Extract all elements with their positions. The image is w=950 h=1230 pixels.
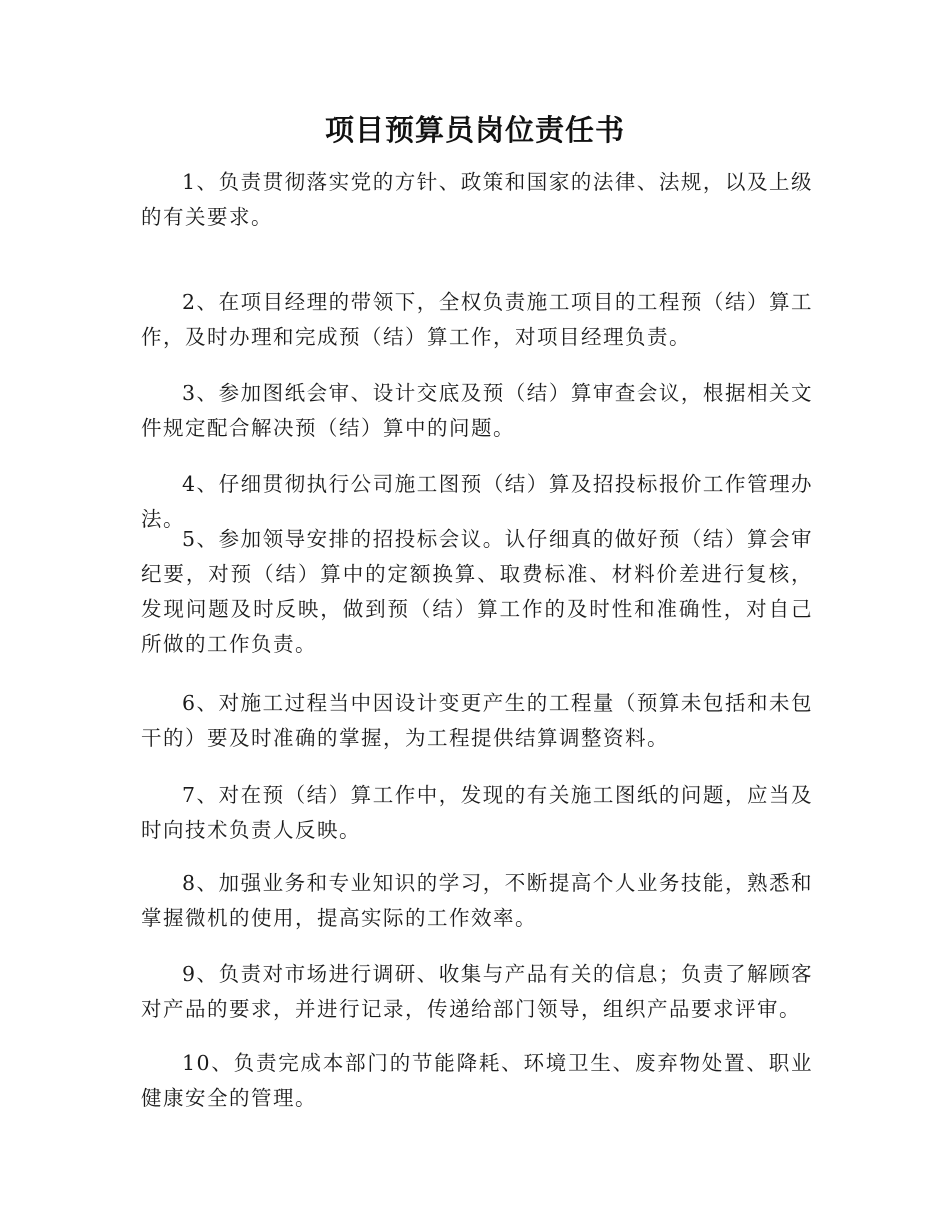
paragraph-7: 7、对在预（结）算工作中，发现的有关施工图纸的问题，应当及时向技术负责人反映。: [141, 783, 813, 842]
paragraph-10: 10、负责完成本部门的节能降耗、环境卫生、废弃物处置、职业健康安全的管理。: [141, 1051, 813, 1110]
paragraph-6: 6、对施工过程当中因设计变更产生的工程量（预算未包括和未包干的）要及时准确的掌握，为工程提供结算调整资料。: [141, 691, 813, 750]
paragraph-1: 1、负责贯彻落实党的方针、政策和国家的法律、法规，以及上级的有关要求。: [141, 170, 813, 229]
paragraph-2: 2、在项目经理的带领下，全权负责施工项目的工程预（结）算工作，及时办理和完成预（结）算工作，对项目经理负责。: [141, 290, 813, 349]
paragraph-8: 8、加强业务和专业知识的学习，不断提高个人业务技能，熟悉和掌握微机的使用，提高实际的工作效率。: [141, 871, 813, 930]
paragraph-3: 3、参加图纸会审、设计交底及预（结）算审查会议，根据相关文件规定配合解决预（结）算中的问题。: [141, 381, 813, 440]
paragraph-5: 5、参加领导安排的招投标会议。认仔细真的做好预（结）算会审纪要，对预（结）算中的定额换算、取费标准、材料价差进行复核，发现问题及时反映，做到预（结）算工作的及时性和准确性，对自己所做的工作负责。: [141, 527, 813, 656]
paragraph-4: 4、仔细贯彻执行公司施工图预（结）算及招投标报价工作管理办法。: [141, 472, 813, 531]
document-title: 项目预算员岗位责任书: [324, 113, 625, 147]
paragraph-9: 9、负责对市场进行调研、收集与产品有关的信息；负责了解顾客对产品的要求，并进行记录，传递给部门领导，组织产品要求评审。: [141, 962, 813, 1021]
